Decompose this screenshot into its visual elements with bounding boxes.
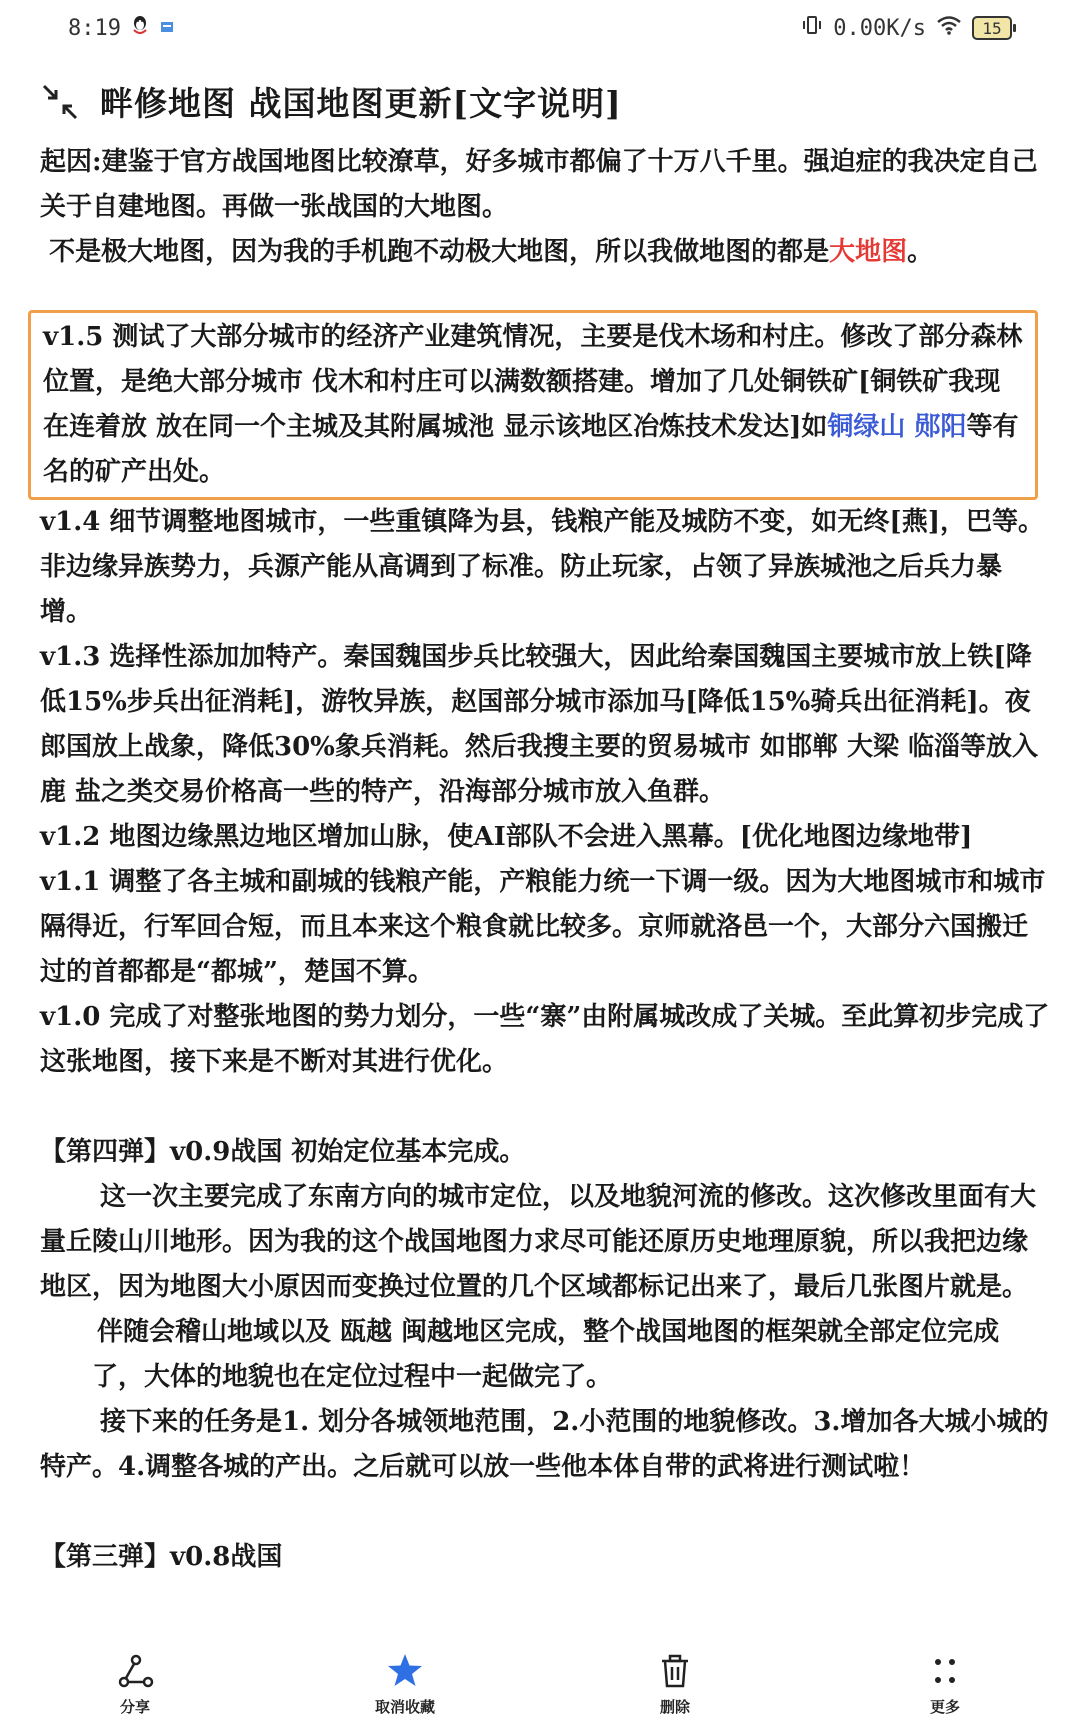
section3-heading: 【第三弹】v0.8战国 <box>40 1542 283 1572</box>
status-time: 8:19 <box>68 15 121 41</box>
version-v12: v1.2 地图边缘黑边地区增加山脉，使AI部队不会进入黑幕。[优化地图边缘地带] <box>40 822 973 852</box>
status-bar <box>0 0 1080 56</box>
battery-level: 15 <box>982 18 1002 38</box>
section4-heading: 【第四弹】v0.9战国 初始定位基本完成。 <box>40 1137 526 1167</box>
status-left <box>68 14 175 42</box>
v15-prefix: v1.5 测试了大部分城市的经济产业建筑情况，主要是伐木场和村庄。修改了部分森林位置，是绝大部分城市 伐木和村庄可以满数额搭建。增加了几处铜铁矿[铜铁矿我现在连着放 放在同一个主城及其附属城池 显示该地区冶炼技术发达]如 <box>43 322 1023 442</box>
note-content <box>40 140 1050 1580</box>
intro-line-2-suffix: 。 <box>907 237 934 267</box>
v15-suffix: 等有名的矿产出处。 <box>43 412 1019 487</box>
section4-para-3: 接下来的任务是1. 划分各城领地范围，2.小范围的地貌修改。3.增加各大城小城的特产。4.调整各城的产出。之后就可以放一些他本体自带的武将进行测试啦！ <box>40 1407 1049 1482</box>
spacer <box>40 1085 1050 1130</box>
battery-icon <box>972 16 1012 40</box>
network-speed: 0.00K/s <box>833 15 926 41</box>
unfavorite-button[interactable] <box>315 1652 495 1717</box>
unfavorite-label: 取消收藏 <box>374 1697 435 1716</box>
delete-label: 删除 <box>659 1697 690 1716</box>
version-v13: v1.3 选择性添加加特产。秦国魏国步兵比较强大，因此给秦国魏国主要城市放上铁[降低15%步兵出征消耗]，游牧异族，赵国部分城市添加马[降低15%骑兵出征消耗]。夜郎国放上战象，降低30%象兵消耗。然后我搜主要的贸易城市 如邯郸 大梁 临淄等放入鹿 盐之类交易价格高一些的特产，沿海部分城市放入鱼群。 <box>40 642 1039 807</box>
intro-line-2 <box>40 230 1050 275</box>
delete-button[interactable] <box>585 1652 765 1717</box>
trash-icon <box>656 1652 694 1690</box>
qq-icon <box>131 14 149 42</box>
share-button[interactable] <box>45 1652 225 1717</box>
app-notification-icon <box>159 16 175 41</box>
page-title: 畔修地图 战国地图更新[文字说明] <box>100 84 622 123</box>
version-v10: v1.0 完成了对整张地图的势力划分，一些“寨”由附属城改成了关城。至此算初步完成了这张地图，接下来是不断对其进行优化。 <box>40 1002 1050 1077</box>
v15-blue-text: 铜绿山 郧阳 <box>827 412 967 442</box>
intro-line-2-prefix: 不是极大地图，因为我的手机跑不动极大地图，所以我做地图的都是 <box>49 237 830 267</box>
star-icon <box>386 1652 424 1690</box>
section4-para-2: 伴随会稽山地域以及 瓯越 闽越地区完成，整个战国地图的框架就全部定位完成了，大体的地貌也在定位过程中一起做完了。 <box>92 1317 1000 1392</box>
highlight-box-v15 <box>28 310 1038 500</box>
intro-line-1: 起因:建鉴于官方战国地图比较潦草，好多城市都偏了十万八千里。强迫症的我决定自己关于自建地图。再做一张战国的大地图。 <box>40 147 1038 222</box>
status-right <box>801 15 1012 41</box>
version-v14: v1.4 细节调整地图城市，一些重镇降为县，钱粮产能及城防不变，如无终[燕]，巴等。非边缘异族势力，兵源产能从高调到了标准。防止玩家，占领了异族城池之后兵力暴增。 <box>40 507 1044 627</box>
more-label: 更多 <box>929 1697 960 1716</box>
share-icon <box>116 1652 154 1690</box>
more-button[interactable] <box>855 1652 1035 1717</box>
version-v11: v1.1 调整了各主城和副城的钱粮产能，产粮能力统一下调一级。因为大地图城市和城市隔得近，行军回合短，而且本来这个粮食就比较多。京师就洛邑一个，大部分六国搬迁过的首都都是“都城”，楚国不算。 <box>40 867 1046 987</box>
more-icon <box>926 1652 964 1690</box>
wifi-icon <box>936 15 962 41</box>
bottom-toolbar <box>0 1640 1080 1728</box>
intro-red-text: 大地图 <box>829 237 908 267</box>
spacer <box>40 1490 1050 1535</box>
share-label: 分享 <box>119 1697 150 1716</box>
collapse-icon[interactable] <box>40 82 80 122</box>
version-v15 <box>43 315 1025 495</box>
section4-para-1: 这一次主要完成了东南方向的城市定位，以及地貌河流的修改。这次修改里面有大量丘陵山川地形。因为我的这个战国地图力求尽可能还原历史地理原貌，所以我把边缘地区，因为地图大小原因而变换过位置的几个区域都标记出来了，最后几张图片就是。 <box>40 1182 1037 1302</box>
vibrate-icon <box>801 15 823 41</box>
title-row <box>40 78 622 125</box>
